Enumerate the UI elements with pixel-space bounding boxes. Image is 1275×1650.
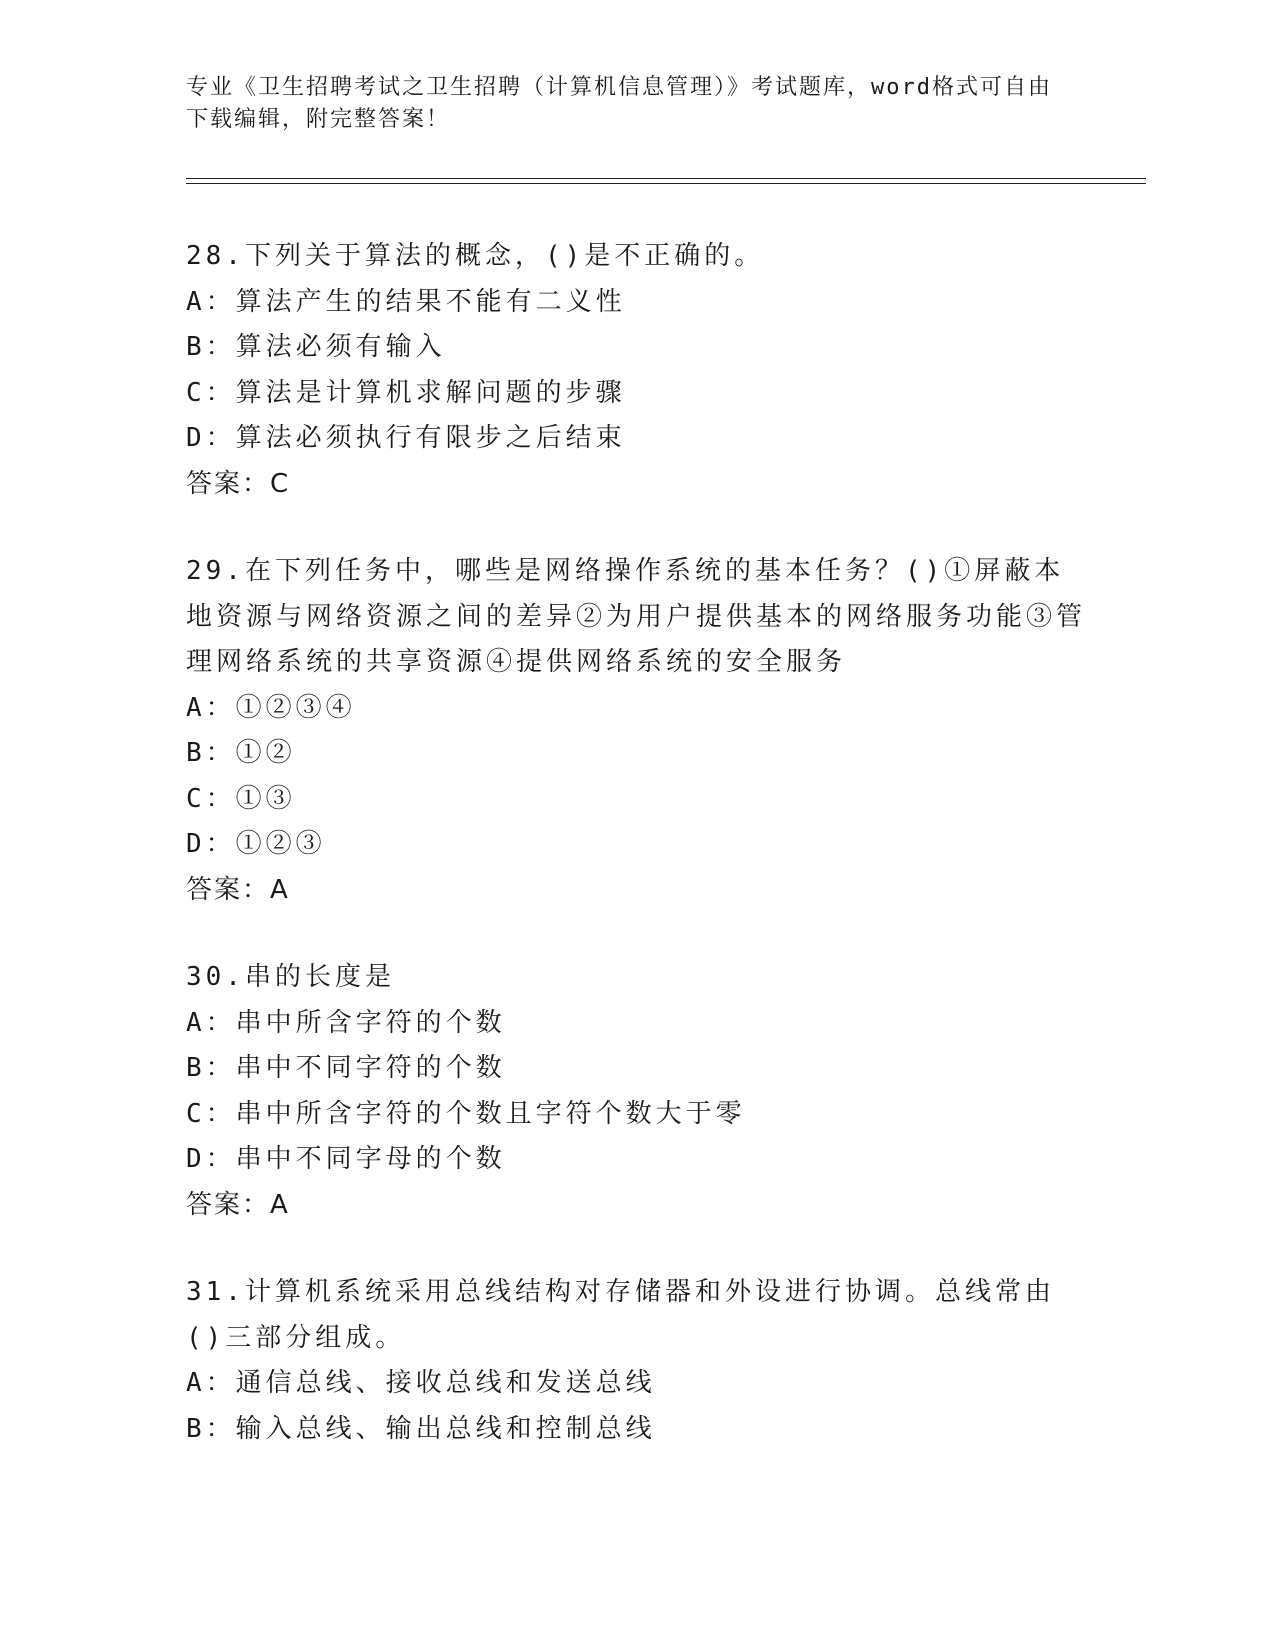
question-28 (186, 234, 1086, 507)
question-stem: 31.计算机系统采用总线结构对存储器和外设进行协调。总线常由()三部分组成。 (186, 1277, 1055, 1353)
option-a: A：算法产生的结果不能有二义性 (186, 286, 626, 317)
option-b: B：串中不同字符的个数 (186, 1053, 506, 1083)
question-stem: 28.下列关于算法的概念，()是不正确的。 (186, 241, 765, 271)
answer-line: 答案：C (186, 468, 291, 499)
answer-line: 答案：A (186, 1189, 290, 1220)
option-a: A：通信总线、接收总线和发送总线 (186, 1368, 656, 1398)
header-rule-bottom (186, 183, 1146, 184)
option-b: B：①② (186, 738, 296, 768)
option-b: B：输入总线、输出总线和控制总线 (186, 1413, 656, 1444)
question-29 (186, 549, 1086, 913)
option-c: C：①③ (186, 783, 296, 814)
option-c: C：算法是计算机求解问题的步骤 (186, 377, 626, 408)
question-stem: 29.在下列任务中，哪些是网络操作系统的基本任务？()①屏蔽本地资源与网络资源之间的差异②为用户提供基本的网络服务功能③管理网络系统的共享资源④提供网络系统的安全服务 (186, 556, 1087, 677)
option-a: A：①②③④ (186, 692, 356, 723)
option-d: D：串中不同字母的个数 (186, 1144, 506, 1174)
answer-line: 答案：A (186, 874, 290, 905)
header-rule-top (186, 178, 1146, 179)
option-b: B：算法必须有输入 (186, 332, 446, 362)
question-31 (186, 1270, 1086, 1452)
option-d: D：①②③ (186, 829, 326, 859)
question-list (186, 234, 1086, 1494)
document-header: 专业《卫生招聘考试之卫生招聘（计算机信息管理）》考试题库，word格式可自由下载编辑，附完整答案！ (186, 75, 1052, 132)
option-c: C：串中所含字符的个数且字符个数大于零 (186, 1098, 746, 1129)
question-30 (186, 955, 1086, 1228)
option-a: A：串中所含字符的个数 (186, 1007, 506, 1038)
question-stem: 30.串的长度是 (186, 962, 395, 992)
option-d: D：算法必须执行有限步之后结束 (186, 423, 626, 453)
